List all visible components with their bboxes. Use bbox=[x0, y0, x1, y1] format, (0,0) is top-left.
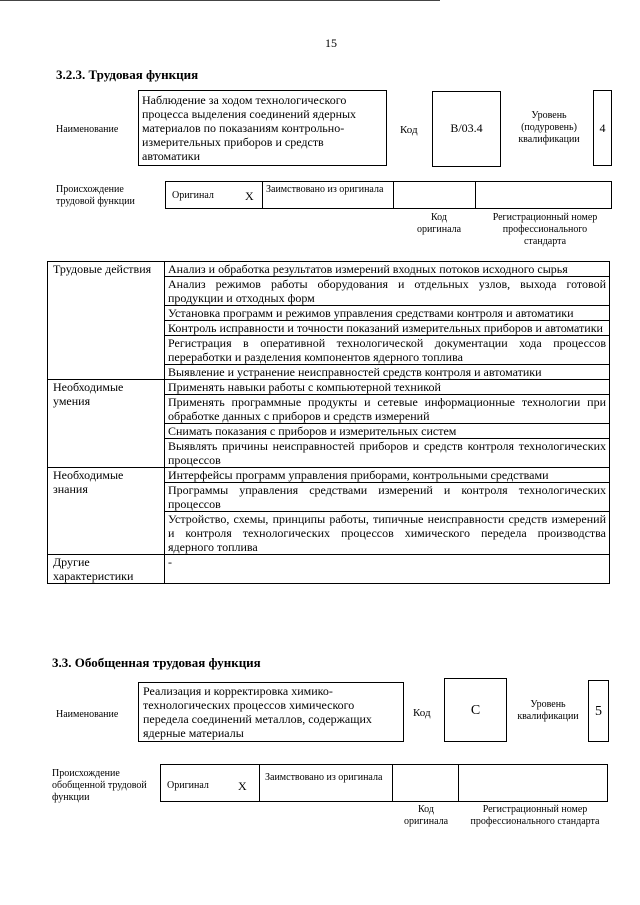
level-label: Уровень квалификации bbox=[517, 699, 579, 722]
table-row bbox=[48, 262, 610, 277]
row-text: Регистрация в оперативной технологической документации хода процессов переработки и разделения компонентов ядерного топлива bbox=[165, 336, 610, 365]
row-text: Программы управления средствами измерений и контроля технологических процессов bbox=[165, 483, 610, 512]
origin-divider bbox=[393, 181, 394, 209]
origin-divider bbox=[458, 764, 459, 802]
borrowed-label: Заимствовано из оригинала bbox=[266, 184, 384, 195]
name-label: Наименование bbox=[56, 709, 119, 720]
original-label: Оригинал bbox=[167, 780, 209, 791]
table-row bbox=[48, 468, 610, 483]
row-text: Устройство, схемы, принципы работы, типичные неисправности средств измерений и контроля технологических процессов химического передела производства ядерного топлива bbox=[165, 512, 610, 555]
original-mark: X bbox=[238, 779, 247, 793]
row-text: Выявлять причины неисправностей приборов и средств контроля технологических процессов bbox=[165, 439, 610, 468]
row-label: Необходимые умения bbox=[48, 380, 165, 468]
code-original-label: Код оригинала bbox=[416, 212, 462, 235]
name-label: Наименование bbox=[56, 124, 119, 135]
origin-divider bbox=[262, 181, 263, 209]
code-value: C bbox=[470, 703, 481, 718]
table-row bbox=[48, 380, 610, 395]
row-text: Снимать показания с приборов и измерительных систем bbox=[165, 424, 610, 439]
row-text: Анализ режимов работы оборудования и отдельных узлов, выхода готовой продукции и отходных форм bbox=[165, 277, 610, 306]
row-text: Анализ и обработка результатов измерений входных потоков исходного сырья bbox=[165, 262, 610, 277]
code-original-label: Код оригинала bbox=[403, 804, 449, 827]
borrowed-label: Заимствовано из оригинала bbox=[265, 772, 383, 783]
origin-box bbox=[165, 181, 612, 209]
code-value: B/03.4 bbox=[450, 121, 483, 135]
origin-label: Происхождение трудовой функции bbox=[56, 184, 135, 207]
page-number: 15 bbox=[325, 36, 337, 50]
row-text: Выявление и устранение неисправностей средств контроля и автоматики bbox=[165, 365, 610, 380]
original-mark: X bbox=[245, 189, 254, 203]
code-label: Код bbox=[400, 124, 418, 136]
origin-divider bbox=[392, 764, 393, 802]
row-text: Контроль исправности и точности показаний измерительных приборов и автоматики bbox=[165, 321, 610, 336]
row-label: Трудовые действия bbox=[48, 262, 165, 380]
code-label: Код bbox=[413, 707, 431, 719]
function-table bbox=[47, 261, 610, 584]
row-text: Применять навыки работы с компьютерной техникой bbox=[165, 380, 610, 395]
name-text: Наблюдение за ходом технологического процесса выделения соединений ядерных материалов по показаниям контрольно-измерительных приборов и средств автоматики bbox=[142, 93, 357, 163]
level-label: Уровень (подуровень) квалификации bbox=[518, 110, 580, 145]
row-text: Интерфейсы программ управления приборами, контрольными средствами bbox=[165, 468, 610, 483]
origin-divider bbox=[259, 764, 260, 802]
table-row bbox=[48, 555, 610, 584]
row-text: Установка программ и режимов управления средствами контроля и автоматики bbox=[165, 306, 610, 321]
registration-number-label: Регистрационный номер профессионального стандарта bbox=[470, 804, 600, 827]
scan-top-edge bbox=[0, 0, 440, 1]
original-label: Оригинал bbox=[172, 190, 214, 201]
row-text: Применять программные продукты и сетевые информационные технологии при обработке данных с приборов и средств измерений bbox=[165, 395, 610, 424]
origin-label: Происхождение обобщенной трудовой функции bbox=[52, 768, 147, 803]
row-text: - bbox=[165, 555, 610, 584]
row-label: Другие характеристики bbox=[48, 555, 165, 584]
level-value: 5 bbox=[595, 704, 602, 719]
registration-number-label: Регистрационный номер профессионального стандарта bbox=[492, 212, 598, 247]
section-heading: 3.3. Обобщенная трудовая функция bbox=[52, 655, 261, 670]
row-label: Необходимые знания bbox=[48, 468, 165, 555]
name-text: Реализация и корректировка химико-технологических процессов химического передела соединений металлов, содержащих ядерные материалы bbox=[143, 684, 372, 740]
origin-divider bbox=[475, 181, 476, 209]
section-heading: 3.2.3. Трудовая функция bbox=[56, 67, 199, 82]
level-value: 4 bbox=[599, 121, 606, 135]
